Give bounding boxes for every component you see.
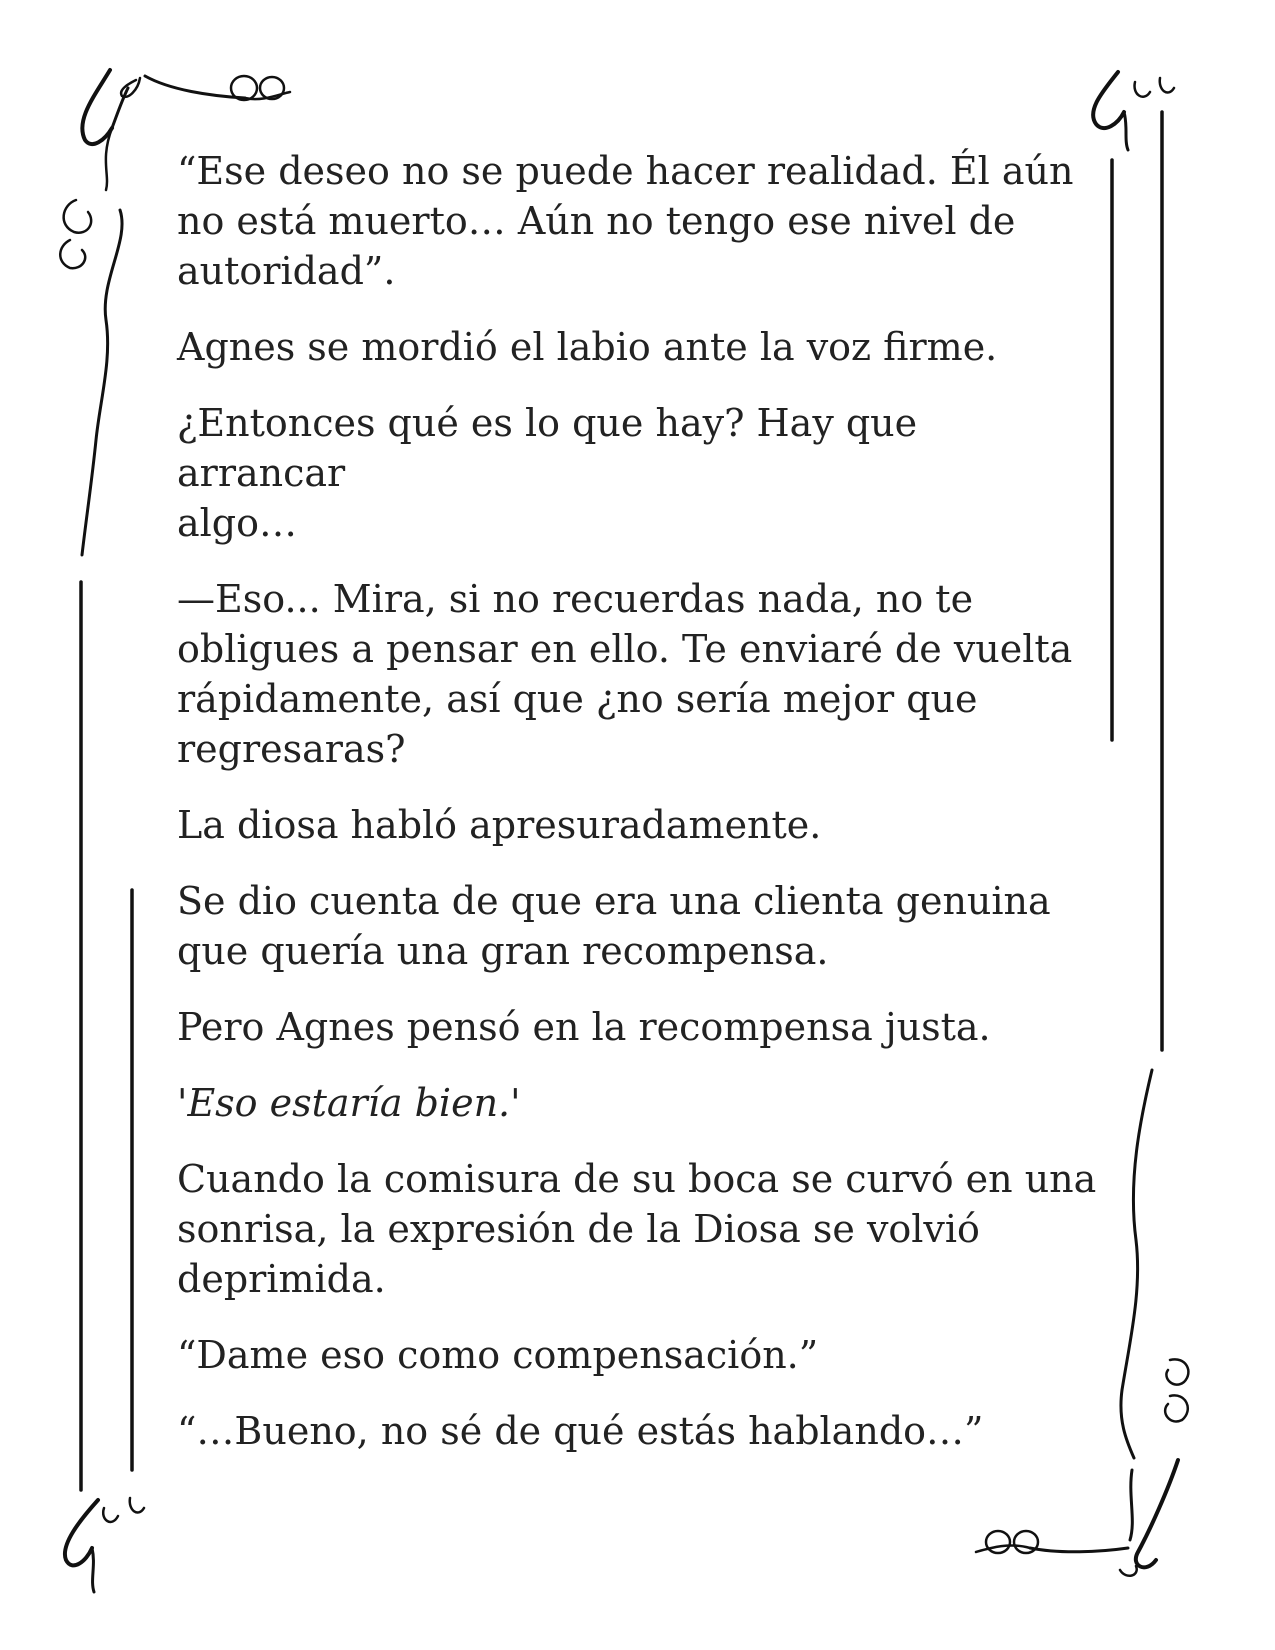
bottom-left-flourish-icon [65,1498,144,1592]
paragraph: Se dio cuenta de que era una clienta genuina que quería una gran recompensa. [177,879,1051,973]
paragraph: “Ese deseo no se puede hacer realidad. Él aún no está muerto… Aún no tengo ese nivel de autoridad”. [177,149,1074,293]
paragraph: “…Bueno, no sé de qué estás hablando…” [177,1409,984,1453]
paragraph: Pero Agnes pensó en la recompensa justa. [177,1005,991,1049]
paragraph: La diosa habló apresuradamente. [177,803,822,847]
paragraph-italic: 'Eso estaría bien.' [177,1081,521,1125]
paragraph: Cuando la comisura de su boca se curvó en una sonrisa, la expresión de la Diosa se volvió deprimida. [177,1157,1097,1301]
paragraph: Agnes se mordió el labio ante la voz firme. [177,325,998,369]
paragraph: ¿Entonces qué es lo que hay? Hay que arrancar algo… [177,401,918,545]
paragraph: —Eso... Mira, si no recuerdas nada, no te obligues a pensar en ello. Te enviaré de vuelta rápidamente, así que ¿no sería mejor que regresaras? [177,577,1073,771]
paragraph: “Dame eso como compensación.” [177,1333,819,1377]
story-text [177,146,1097,1482]
